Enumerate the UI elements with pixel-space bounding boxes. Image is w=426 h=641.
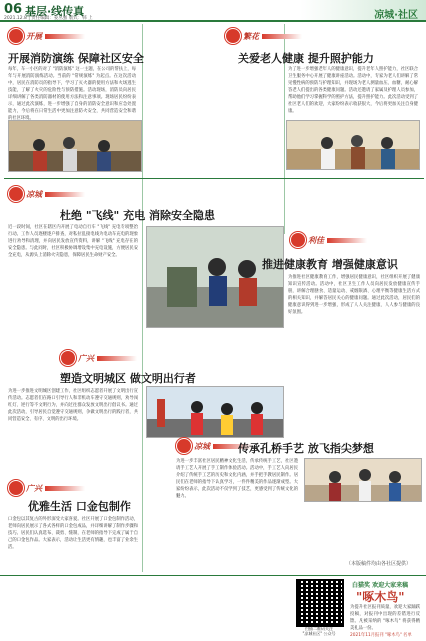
badge-circle-icon bbox=[8, 186, 24, 202]
badge-circle-icon bbox=[8, 480, 24, 496]
badge-circle-icon bbox=[176, 438, 192, 454]
article-body: 每年，车一小区的对了 "消防演练" 这一主题，在公司的帮扶上，每年与开展消防演练活动。当前的 "常规演练" 为起点。在这次活动中，居民在消防员的指导下，学习了灭火器的使用方法和火场逃生技能，了解了火灾的危险性与预防措施。活动现场，消防员向居民详细讲解了各类消防器材的使用方法和注意事项。现场居民纷纷表示，通过此次演练，进一步增强了自身的消防安全意识和应急处置能力，今后将在日常生活中更加注意防火安全，共同营造安全和谐的社区环境。 bbox=[8, 67, 136, 121]
footer-body: 为提升社区报刊质量，欢迎大家踊跃投稿，对报刊中出现的差错进行反馈。凡被采纳的 "啄木鸟" 将获得精美礼品一份。 bbox=[350, 605, 420, 631]
qr-code bbox=[296, 579, 344, 627]
article-body-cont bbox=[146, 330, 282, 370]
article-body: 为进一步推进文明城区创建工作，社区组织志愿者开展了文明出行宣传活动。志愿者们在路口引导行人和非机动车遵守交通规则，劝导闯红灯、逆行等不文明行为，并向过往群众发放文明出行倡议书。通过此次活动，引导居民自觉遵守交通规则，争做文明出行的践行者，共同营造安全、有序、文明的出行环境。 bbox=[8, 389, 138, 422]
article-badge: 开展 bbox=[8, 28, 85, 44]
badge-circle-icon bbox=[225, 28, 241, 44]
article-photo bbox=[8, 120, 142, 172]
footer-pretitle: 白猫奖 欢迎大家来稿 bbox=[352, 582, 409, 589]
article-photo bbox=[286, 120, 420, 170]
article-body: 为推进社区健康教育工作，增强居民健康意识，社区组织开展了健康知识宣传活动。活动中，社区卫生工作人员向居民发放健康宣传手册，讲解合理膳食、适量运动、戒烟限酒、心理平衡等健康生活方式的相关知识，并解答居民关心的健康问题。通过此次活动，居民们的健康意识得到进一步增强，形成了人人关注健康、人人参与健康的良好氛围。 bbox=[288, 275, 420, 315]
page-header bbox=[0, 0, 426, 22]
footer-title: "啄木鸟" bbox=[356, 590, 405, 604]
article-body: 近一段时间，社区在辖区内开展了电动自行车 "飞线" 充电专项整治行动。工作人员逐楼逐户排查，对私拉乱接电线为电动车充电的现象进行劝导和清理，并向居民发放宣传资料，讲解 "飞线" 充电存在的安全隐患。与此同时，社区积极协调增设集中充电设施，方便居民安全充电，从源头上消除火灾隐患，保障居民生命财产安全。 bbox=[8, 225, 138, 258]
article-badge: 凉城 bbox=[176, 438, 253, 454]
article-badge: 广兴 bbox=[8, 480, 85, 496]
article-body-cont bbox=[146, 120, 281, 170]
column-divider bbox=[142, 24, 143, 572]
article-headline: 杜绝 "飞线" 充电 消除安全隐患 bbox=[60, 209, 215, 222]
article-body-cont bbox=[286, 172, 418, 230]
badge-circle-icon bbox=[290, 232, 306, 248]
badge-circle-icon bbox=[8, 28, 24, 44]
article-badge: 凉城 bbox=[8, 186, 85, 202]
footer-banner bbox=[0, 575, 426, 641]
article-photo bbox=[146, 226, 284, 328]
article-badge: 利佳 bbox=[290, 232, 367, 248]
article-photo bbox=[146, 386, 284, 438]
article-body-cont bbox=[146, 540, 282, 572]
article-badge: 繁花 bbox=[225, 28, 302, 44]
article-photo bbox=[304, 458, 422, 502]
article-headline: 塑造文明城区 做文明出行者 bbox=[60, 372, 196, 385]
article-headline: 关爱老人健康 提升照护能力 bbox=[238, 52, 374, 65]
article-headline: 开展消防演练 保障社区安全 bbox=[8, 52, 144, 65]
qr-caption: 扫描二维码关注 "凉城社区" 公众号 bbox=[302, 626, 336, 636]
page-meta: 2021.12.8 | 责任编辑：姜丛强 版式：韩 上 bbox=[4, 16, 93, 21]
article-body: 为进一步丰富社区居民精神文化生活，传承传统手工艺，社区邀请手工艺人开展了手工制作体验活动。活动中，手工艺人向居民介绍了传统手工艺的历史和文化内涵，并手把手教居民制作。居民们在老师的指导下认真学习，一件件精美的作品逐渐成型。大家纷纷表示，此次活动不仅学到了技艺，更感受到了传统文化的魅力。 bbox=[176, 459, 298, 499]
article-body: 为了进一步增强老年人的健康意识，提升老年人照护能力，社区联合卫生服务中心开展了健康讲座活动。活动中，专家为老人们讲解了常见慢性病的预防与护理知识，并现场为老人测量血压、血糖，耐心解答老人们提出的各类健康问题。活动还邀请了家属及护理人员参加，帮助他们学习掌握科学的照护方法，提升照护能力。此次活动受到了社区老人们的欢迎，大家纷纷表示收获很大，今后将更加关注自身健康。 bbox=[288, 67, 418, 114]
badge-circle-icon bbox=[60, 350, 76, 366]
page-title: 基层·线传真 bbox=[25, 5, 85, 18]
article-headline: 推进健康教育 增强健康意识 bbox=[262, 258, 398, 271]
brand-title: 凉城·社区 bbox=[374, 10, 418, 21]
section-divider bbox=[4, 178, 424, 179]
source-note: （本版稿件均由各社区提供） bbox=[346, 561, 412, 567]
article-body-cont bbox=[304, 504, 420, 536]
article-headline: 传承孔桥手艺 放飞指尖梦想 bbox=[238, 442, 374, 455]
page-number: 06 bbox=[4, 2, 23, 17]
article-badge: 广兴 bbox=[60, 350, 137, 366]
article-headline: 优雅生活 口金包制作 bbox=[28, 500, 131, 513]
article-body: 口金包以其复古的外形深受大家喜爱。社区开展了口金包制作活动，老师向居民展示了各式各样的口金包成品，并详细讲解了制作步骤和技巧。居民们认真选布、裁剪、缝制，在老师的指导下完成了属于自己的口金包作品。大家表示，活动让生活更有情趣，也丰富了业余生活。 bbox=[8, 517, 138, 550]
footer-contact: 2021年11月报刊 "啄木鸟" 名单 bbox=[350, 633, 412, 638]
